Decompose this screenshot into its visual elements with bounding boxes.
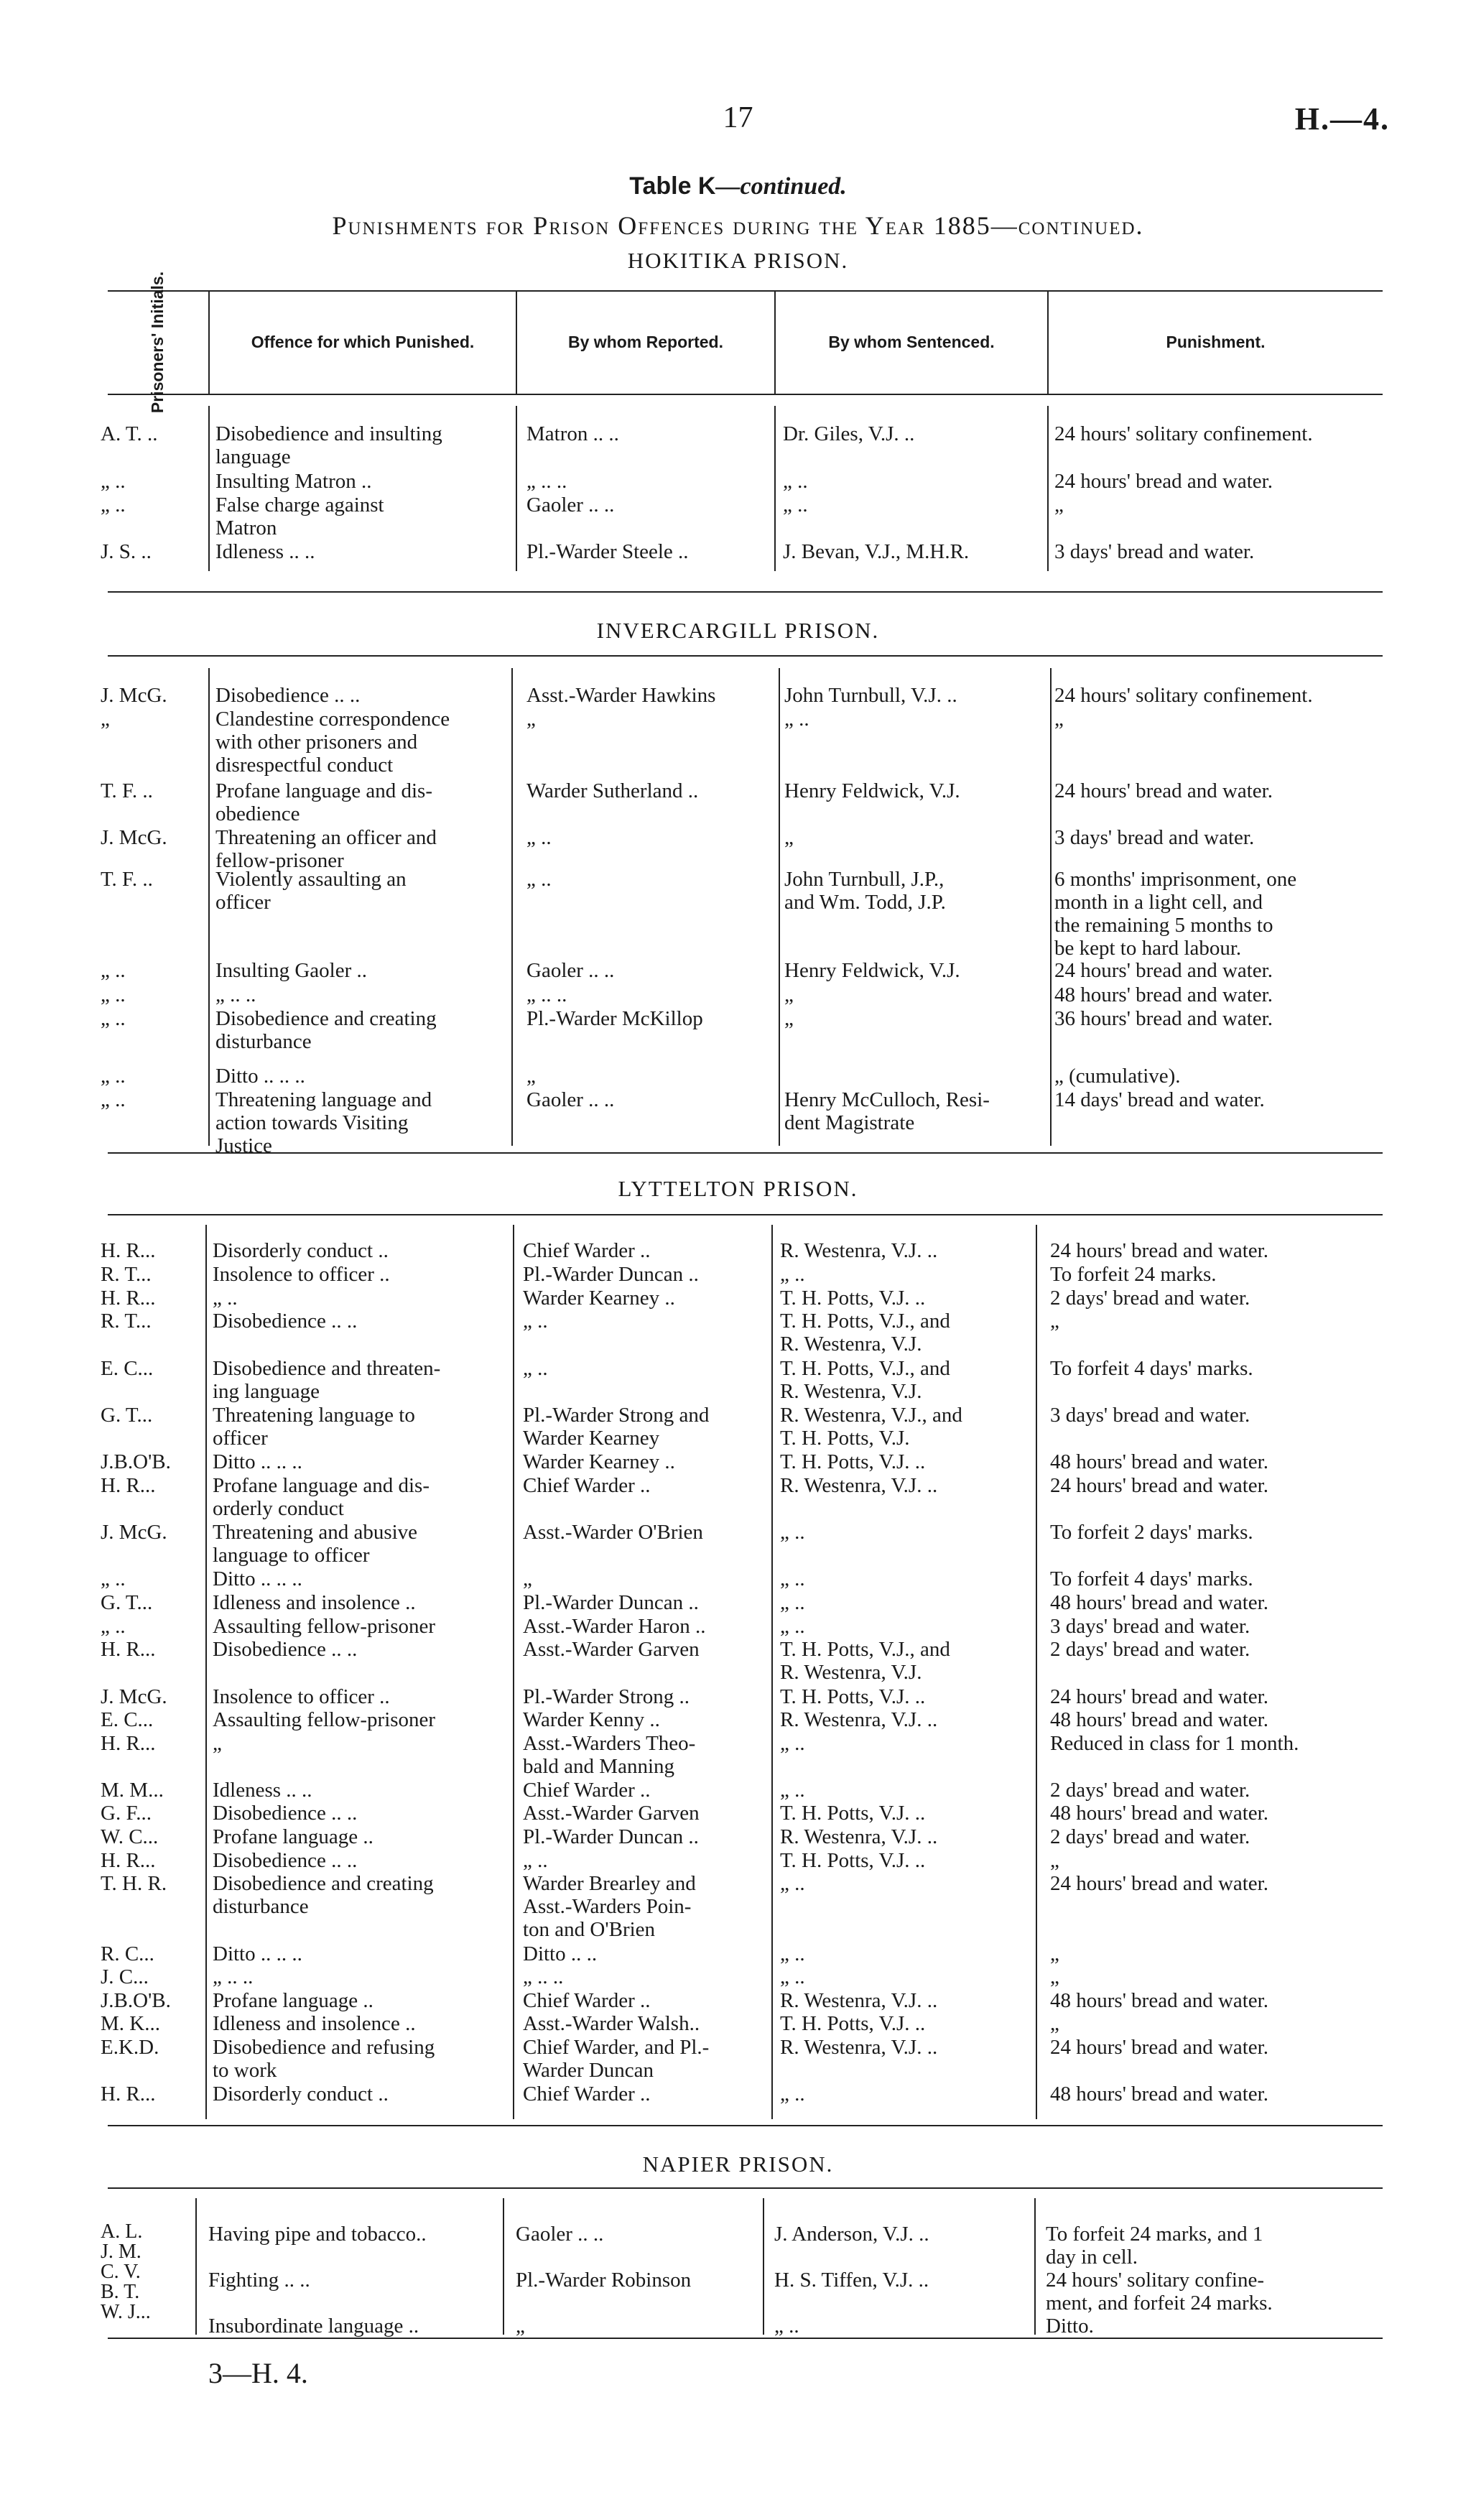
row-reported: „ xyxy=(516,2315,525,2338)
column-divider xyxy=(513,1225,514,2119)
row-initials: J. McG. xyxy=(101,1521,167,1544)
row-initials: „ .. xyxy=(101,470,126,493)
row-reported: Gaoler .. .. xyxy=(526,959,615,982)
row-sentenced: R. Westenra, V.J. .. xyxy=(780,2036,938,2059)
row-initials: „ .. xyxy=(101,1567,126,1590)
row-offence: Clandestine correspondence with other prisoners and disrespectful conduct xyxy=(215,708,450,777)
row-sentenced: T. H. Potts, V.J. .. xyxy=(780,1849,926,1872)
row-reported: Pl.-Warder Duncan .. xyxy=(523,1825,699,1848)
napier-initial: B. T. xyxy=(101,2281,140,2303)
row-punishment: „ xyxy=(1050,1310,1059,1333)
row-punishment: 24 hours' bread and water. xyxy=(1050,2036,1268,2059)
row-initials: E.K.D. xyxy=(101,2036,159,2059)
row-initials: R. T... xyxy=(101,1310,152,1333)
row-offence: Threatening an officer and fellow-prisoner xyxy=(215,826,437,872)
row-initials: „ xyxy=(101,708,110,731)
row-offence: Idleness .. .. xyxy=(213,1779,312,1802)
row-reported: „ .. xyxy=(526,826,552,849)
row-offence: Disobedience .. .. xyxy=(213,1802,358,1825)
row-sentenced: „ .. xyxy=(780,1263,805,1286)
row-reported: „ .. .. xyxy=(523,1965,564,1988)
row-punishment: 24 hours' bread and water. xyxy=(1054,959,1273,982)
row-punishment: 3 days' bread and water. xyxy=(1050,1615,1250,1638)
row-offence: Disobedience .. .. xyxy=(213,1849,358,1872)
row-sentenced: R. Westenra, V.J. .. xyxy=(780,1239,938,1262)
row-reported: Pl.-Warder Duncan .. xyxy=(523,1591,699,1614)
row-sentenced: T. H. Potts, V.J., and R. Westenra, V.J. xyxy=(780,1357,950,1403)
row-punishment: „ xyxy=(1050,1849,1059,1872)
row-sentenced: H. S. Tiffen, V.J. .. xyxy=(774,2269,929,2292)
row-sentenced: R. Westenra, V.J. .. xyxy=(780,1708,938,1731)
row-sentenced: „ .. xyxy=(780,1779,805,1802)
row-reported: Asst.-Warder Haron .. xyxy=(523,1615,706,1638)
row-punishment: 48 hours' bread and water. xyxy=(1050,2083,1268,2106)
row-initials: H. R... xyxy=(101,1239,156,1262)
row-punishment: 24 hours' bread and water. xyxy=(1050,1239,1268,1262)
row-initials: J. C... xyxy=(101,1965,149,1988)
column-divider xyxy=(1036,1225,1037,2119)
row-reported: Chief Warder .. xyxy=(523,1989,651,2012)
page-footer: 3—H. 4. xyxy=(208,2357,308,2389)
row-initials: E. C... xyxy=(101,1708,154,1731)
row-reported: „ .. xyxy=(523,1357,548,1380)
series-code: H.—4. xyxy=(1294,101,1390,136)
row-offence: Ditto .. .. .. xyxy=(213,1567,302,1590)
section-rule xyxy=(108,2187,1383,2189)
row-offence: Violently assaulting an officer xyxy=(215,868,407,914)
column-divider xyxy=(516,406,517,571)
row-sentenced: Dr. Giles, V.J. .. xyxy=(783,422,915,445)
header-offence: Offence for which Punished. xyxy=(251,332,475,351)
column-divider xyxy=(205,1225,207,2119)
row-sentenced: „ .. xyxy=(780,1521,805,1544)
row-punishment: 36 hours' bread and water. xyxy=(1054,1007,1273,1030)
row-initials: J. McG. xyxy=(101,826,167,849)
row-offence: Profane language and dis- orderly conduct xyxy=(213,1474,430,1520)
row-sentenced: R. Westenra, V.J. .. xyxy=(780,1474,938,1497)
column-divider xyxy=(208,406,210,571)
row-offence: „ .. xyxy=(213,1287,238,1310)
column-divider xyxy=(779,668,780,1146)
row-offence: Profane language and dis- obedience xyxy=(215,779,432,825)
row-punishment: To forfeit 2 days' marks. xyxy=(1050,1521,1253,1544)
row-sentenced: „ .. xyxy=(780,1567,805,1590)
row-reported: Chief Warder .. xyxy=(523,1239,651,1262)
row-initials: G. F... xyxy=(101,1802,152,1825)
row-punishment: „ xyxy=(1050,1942,1059,1965)
row-initials: T. F. .. xyxy=(101,779,153,802)
row-punishment: 48 hours' bread and water. xyxy=(1054,983,1273,1006)
row-sentenced: „ .. xyxy=(780,1615,805,1638)
row-initials: H. R... xyxy=(101,1474,156,1497)
column-divider xyxy=(195,2198,197,2335)
row-initials: „ .. xyxy=(101,959,126,982)
row-reported: Warder Brearley and Asst.-Warders Poin- ton and O'Brien xyxy=(523,1872,696,1941)
row-offence: Insubordinate language .. xyxy=(208,2315,419,2338)
row-punishment: To forfeit 4 days' marks. xyxy=(1050,1567,1253,1590)
row-sentenced: John Turnbull, V.J. .. xyxy=(784,684,957,707)
row-reported: Chief Warder .. xyxy=(523,1779,651,1802)
row-offence: Threatening and abusive language to officer xyxy=(213,1521,418,1567)
section-rule xyxy=(108,2125,1383,2126)
napier-initial: J. M. xyxy=(101,2241,141,2263)
row-offence: Ditto .. .. .. xyxy=(213,1450,302,1473)
table-title-suffix: —continued. xyxy=(715,173,847,200)
row-initials: H. R... xyxy=(101,1732,156,1755)
row-offence: Disobedience and creating disturbance xyxy=(213,1872,434,1918)
row-initials: H. R... xyxy=(101,2083,156,2106)
row-sentenced: „ xyxy=(784,983,794,1006)
row-sentenced: Henry Feldwick, V.J. xyxy=(784,959,960,982)
row-offence: Disorderly conduct .. xyxy=(213,2083,389,2106)
row-punishment: „ xyxy=(1050,2012,1059,2035)
column-divider xyxy=(774,406,776,571)
row-offence: „ xyxy=(213,1732,222,1755)
section-rule xyxy=(108,1152,1383,1154)
row-offence: Disobedience and insulting language xyxy=(215,422,442,468)
row-reported: Warder Kearney .. xyxy=(523,1450,675,1473)
column-divider xyxy=(1047,406,1049,571)
row-sentenced: „ .. xyxy=(774,2315,799,2338)
row-sentenced: Henry McCulloch, Resi- dent Magistrate xyxy=(784,1088,990,1134)
row-offence: Ditto .. .. .. xyxy=(215,1065,305,1088)
row-punishment: 48 hours' bread and water. xyxy=(1050,1989,1268,2012)
row-offence: False charge against Matron xyxy=(215,494,384,539)
row-punishment: 24 hours' bread and water. xyxy=(1050,1474,1268,1497)
row-reported: Pl.-Warder Robinson xyxy=(516,2269,692,2292)
table-title xyxy=(0,172,1476,200)
row-sentenced: T. H. Potts, V.J. .. xyxy=(780,1450,926,1473)
row-reported: „ xyxy=(526,1065,536,1088)
row-punishment: 2 days' bread and water. xyxy=(1050,1638,1250,1661)
row-sentenced: „ .. xyxy=(783,494,808,516)
header-punishment: Punishment. xyxy=(1166,332,1266,351)
prison-heading-lyttelton: LYTTELTON PRISON. xyxy=(618,1176,858,1201)
row-initials: E. C... xyxy=(101,1357,154,1380)
section-rule xyxy=(108,2338,1383,2339)
row-reported: Gaoler .. .. xyxy=(526,1088,615,1111)
row-reported: Warder Sutherland .. xyxy=(526,779,699,802)
row-reported: Asst.-Warder Garven xyxy=(523,1638,700,1661)
row-initials: G. T... xyxy=(101,1591,153,1614)
row-punishment: 3 days' bread and water. xyxy=(1054,826,1255,849)
row-reported: Asst.-Warder Garven xyxy=(523,1802,700,1825)
row-initials: J. McG. xyxy=(101,684,167,707)
row-punishment: 48 hours' bread and water. xyxy=(1050,1591,1268,1614)
row-initials: „ .. xyxy=(101,1088,126,1111)
row-offence: Assaulting fellow-prisoner xyxy=(213,1708,436,1731)
row-sentenced: „ .. xyxy=(780,1732,805,1755)
row-punishment: 2 days' bread and water. xyxy=(1050,1825,1250,1848)
row-initials: W. C... xyxy=(101,1825,159,1848)
row-offence: Threatening language to officer xyxy=(213,1404,415,1450)
row-punishment: 6 months' imprisonment, one month in a light cell, and the remaining 5 months to be kept to hard labour. xyxy=(1054,868,1297,960)
page-number: 17 xyxy=(723,101,753,134)
row-punishment: 24 hours' solitary confinement. xyxy=(1054,422,1313,445)
napier-initial: C. V. xyxy=(101,2261,141,2283)
napier-initial: A. L. xyxy=(101,2220,143,2243)
row-reported: Gaoler .. .. xyxy=(516,2223,604,2246)
row-initials: „ .. xyxy=(101,1615,126,1638)
row-sentenced: „ .. xyxy=(780,1965,805,1988)
row-initials: M. M... xyxy=(101,1779,164,1802)
row-sentenced: T. H. Potts, V.J. .. xyxy=(780,1287,926,1310)
row-punishment: Ditto. xyxy=(1046,2315,1094,2338)
row-offence: Disobedience .. .. xyxy=(213,1310,358,1333)
row-initials: R. C... xyxy=(101,1942,154,1965)
row-reported: Warder Kenny .. xyxy=(523,1708,660,1731)
row-offence: Disobedience and refusing to work xyxy=(213,2036,435,2082)
row-sentenced: T. H. Potts, V.J. .. xyxy=(780,1802,926,1825)
row-offence: Disobedience .. .. xyxy=(215,684,361,707)
column-divider xyxy=(208,668,210,1146)
row-reported: Pl.-Warder Strong .. xyxy=(523,1685,690,1708)
row-punishment: To forfeit 24 marks, and 1 day in cell. xyxy=(1046,2223,1263,2269)
row-punishment: To forfeit 24 marks. xyxy=(1050,1263,1217,1286)
row-offence: Assaulting fellow-prisoner xyxy=(213,1615,436,1638)
row-initials: T. H. R. xyxy=(101,1872,167,1895)
row-offence: Insulting Matron .. xyxy=(215,470,372,493)
row-reported: „ xyxy=(526,708,536,731)
row-reported: Chief Warder .. xyxy=(523,1474,651,1497)
row-initials: J.B.O'B. xyxy=(101,1989,171,2012)
row-reported: Asst.-Warder Walsh.. xyxy=(523,2012,700,2035)
row-initials: „ .. xyxy=(101,1007,126,1030)
row-initials: H. R... xyxy=(101,1287,156,1310)
row-reported: Asst.-Warder Hawkins xyxy=(526,684,716,707)
row-reported: Chief Warder, and Pl.- Warder Duncan xyxy=(523,2036,710,2082)
row-sentenced: T. H. Potts, V.J., and R. Westenra, V.J. xyxy=(780,1310,950,1356)
row-sentenced: Henry Feldwick, V.J. xyxy=(784,779,960,802)
row-reported: Asst.-Warders Theo- bald and Manning xyxy=(523,1732,696,1778)
row-reported: Gaoler .. .. xyxy=(526,494,615,516)
table-subtitle: Punishments for Prison Offences during the Year 1885—continued. xyxy=(332,211,1144,240)
row-offence: „ .. .. xyxy=(213,1965,254,1988)
row-initials: „ .. xyxy=(101,1065,126,1088)
row-sentenced: J. Bevan, V.J., M.H.R. xyxy=(783,540,970,563)
row-offence: Profane language .. xyxy=(213,1989,373,2012)
row-initials: J.B.O'B. xyxy=(101,1450,171,1473)
row-offence: Idleness and insolence .. xyxy=(213,1591,416,1614)
row-punishment: 24 hours' bread and water. xyxy=(1050,1685,1268,1708)
row-initials: „ .. xyxy=(101,983,126,1006)
row-reported: Pl.-Warder Duncan .. xyxy=(523,1263,699,1286)
row-initials: H. R... xyxy=(101,1638,156,1661)
section-rule xyxy=(108,1214,1383,1215)
row-offence: Disorderly conduct .. xyxy=(213,1239,389,1262)
row-reported: „ .. xyxy=(523,1310,548,1333)
row-punishment: „ xyxy=(1054,708,1064,731)
row-punishment: „ xyxy=(1054,494,1064,516)
napier-initials xyxy=(101,2222,187,2322)
row-sentenced: „ .. xyxy=(780,1872,805,1895)
prison-heading-invercargill: INVERCARGILL PRISON. xyxy=(596,618,880,643)
row-punishment: „ xyxy=(1050,1965,1059,1988)
napier-initial: W. J... xyxy=(101,2301,151,2323)
row-offence: Threatening language and action towards Visiting Justice xyxy=(215,1088,432,1157)
header-bottom-rule xyxy=(108,394,1383,395)
column-divider xyxy=(763,2198,764,2335)
row-offence: „ .. .. xyxy=(215,983,256,1006)
row-reported: Ditto .. .. xyxy=(523,1942,598,1965)
row-punishment: 24 hours' bread and water. xyxy=(1050,1872,1268,1895)
row-offence: Ditto .. .. .. xyxy=(213,1942,302,1965)
prison-heading-hokitika: HOKITIKA PRISON. xyxy=(627,248,849,273)
row-sentenced: „ xyxy=(784,826,794,849)
row-reported: Pl.-Warder Strong and Warder Kearney xyxy=(523,1404,710,1450)
row-punishment: 24 hours' solitary confine- ment, and forfeit 24 marks. xyxy=(1046,2269,1273,2315)
row-reported: „ .. .. xyxy=(526,983,567,1006)
row-punishment: 24 hours' bread and water. xyxy=(1054,470,1273,493)
row-sentenced: „ .. xyxy=(780,1942,805,1965)
row-sentenced: „ .. xyxy=(783,470,808,493)
table-title-prefix: Table K xyxy=(629,172,716,200)
row-sentenced: T. H. Potts, V.J. .. xyxy=(780,2012,926,2035)
column-divider xyxy=(1034,2198,1036,2335)
row-sentenced: T. H. Potts, V.J. .. xyxy=(780,1685,926,1708)
row-punishment: „ (cumulative). xyxy=(1054,1065,1181,1088)
row-initials: „ .. xyxy=(101,494,126,516)
row-initials: M. K... xyxy=(101,2012,160,2035)
header-initials-label: Prisoners' Initials. xyxy=(148,271,167,413)
section-rule xyxy=(108,591,1383,593)
row-offence: Insulting Gaoler .. xyxy=(215,959,368,982)
row-initials: R. T... xyxy=(101,1263,152,1286)
row-reported: „ .. .. xyxy=(526,470,567,493)
row-initials: J. McG. xyxy=(101,1685,167,1708)
row-initials: H. R... xyxy=(101,1849,156,1872)
row-punishment: 24 hours' solitary confinement. xyxy=(1054,684,1313,707)
section-rule xyxy=(108,655,1383,657)
row-offence: Disobedience .. .. xyxy=(213,1638,358,1661)
row-punishment: 14 days' bread and water. xyxy=(1054,1088,1265,1111)
row-offence: Insolence to officer .. xyxy=(213,1685,390,1708)
row-punishment: 48 hours' bread and water. xyxy=(1050,1802,1268,1825)
row-sentenced: R. Westenra, V.J. .. xyxy=(780,1825,938,1848)
prison-heading-napier: NAPIER PRISON. xyxy=(642,2151,834,2177)
row-reported: Warder Kearney .. xyxy=(523,1287,675,1310)
row-offence: Having pipe and tobacco.. xyxy=(208,2223,427,2246)
row-reported: Chief Warder .. xyxy=(523,2083,651,2106)
header-reported: By whom Reported. xyxy=(568,332,723,351)
row-sentenced: R. Westenra, V.J., and T. H. Potts, V.J. xyxy=(780,1404,962,1450)
header-sentenced: By whom Sentenced. xyxy=(828,332,995,351)
row-initials: G. T... xyxy=(101,1404,153,1427)
row-punishment: 24 hours' bread and water. xyxy=(1054,779,1273,802)
row-offence: Idleness and insolence .. xyxy=(213,2012,416,2035)
row-reported: „ .. xyxy=(523,1849,548,1872)
row-initials: A. T. .. xyxy=(101,422,158,445)
row-sentenced: J. Anderson, V.J. .. xyxy=(774,2223,929,2246)
row-offence: Profane language .. xyxy=(213,1825,373,1848)
column-divider xyxy=(511,668,513,1146)
row-sentenced: R. Westenra, V.J. .. xyxy=(780,1989,938,2012)
row-reported: Matron .. .. xyxy=(526,422,619,445)
row-offence: Disobedience and creating disturbance xyxy=(215,1007,437,1053)
column-divider xyxy=(771,1225,773,2119)
row-offence: Insolence to officer .. xyxy=(213,1263,390,1286)
column-divider xyxy=(1050,668,1052,1146)
row-initials: T. F. .. xyxy=(101,868,153,891)
column-divider xyxy=(503,2198,504,2335)
row-offence: Idleness .. .. xyxy=(215,540,315,563)
row-punishment: 3 days' bread and water. xyxy=(1050,1404,1250,1427)
row-offence: Fighting .. .. xyxy=(208,2269,310,2292)
row-punishment: 48 hours' bread and water. xyxy=(1050,1450,1268,1473)
row-sentenced: T. H. Potts, V.J., and R. Westenra, V.J. xyxy=(780,1638,950,1684)
row-punishment: To forfeit 4 days' marks. xyxy=(1050,1357,1253,1380)
row-reported: Pl.-Warder Steele .. xyxy=(526,540,689,563)
row-sentenced: „ .. xyxy=(780,1591,805,1614)
row-sentenced: „ xyxy=(784,1007,794,1030)
row-offence: Disobedience and threaten- ing language xyxy=(213,1357,441,1403)
row-reported: Pl.-Warder McKillop xyxy=(526,1007,703,1030)
row-initials: J. S. .. xyxy=(101,540,152,563)
row-punishment: 2 days' bread and water. xyxy=(1050,1287,1250,1310)
row-punishment: 3 days' bread and water. xyxy=(1054,540,1255,563)
row-punishment: 48 hours' bread and water. xyxy=(1050,1708,1268,1731)
header-initials xyxy=(108,271,208,413)
row-reported: „ .. xyxy=(526,868,552,891)
row-sentenced: „ .. xyxy=(784,708,809,731)
row-sentenced: „ .. xyxy=(780,2083,805,2106)
row-punishment: Reduced in class for 1 month. xyxy=(1050,1732,1299,1755)
row-reported: Asst.-Warder O'Brien xyxy=(523,1521,703,1544)
row-reported: „ xyxy=(523,1567,532,1590)
row-punishment: 2 days' bread and water. xyxy=(1050,1779,1250,1802)
row-sentenced: John Turnbull, J.P., and Wm. Todd, J.P. xyxy=(784,868,946,914)
